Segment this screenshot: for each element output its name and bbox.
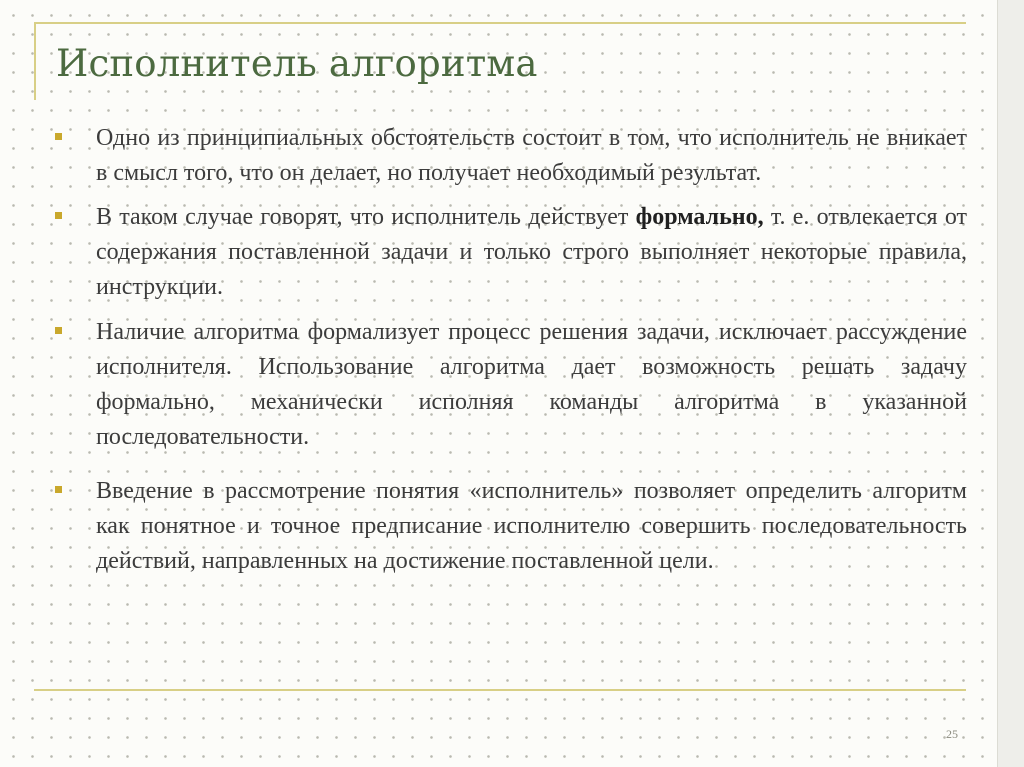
bullet-text-2: [96, 200, 967, 305]
square-bullet-icon: [55, 327, 62, 334]
bullet-item-3: [55, 315, 967, 455]
top-divider-line: [34, 22, 966, 24]
bullet-text-2-end: т. е. отвлекается от содержания поставленной задачи и только строго выполняет некоторые правила, инструкции.: [96, 204, 967, 300]
square-bullet-icon: [55, 486, 62, 493]
bullet-text-2-bold-term: формально,: [635, 204, 764, 230]
slide-title: Исполнитель алгоритма: [56, 42, 538, 85]
title-vertical-line: [34, 22, 36, 100]
right-edge-strip: [997, 0, 1024, 767]
bullet-text-4: Введение в рассмотрение понятия «исполнитель» позволяет определить алгоритм как понятное и точное предписание исполнителю совершить последовательность действий, направленных на достижение поставленной цели.: [96, 478, 967, 574]
bullet-text-3: Наличие алгоритма формализует процесс решения задачи, исключает рассуждение исполнителя. Использование алгоритма дает возможность решать задачу формально, механически исполняя команды алгоритма в указанной последовательности.: [96, 319, 967, 450]
bullet-text-1: Одно из принципиальных обстоятельств состоит в том, что исполнитель не вникает в смысл того, что он делает, но получает необходимый результат.: [96, 125, 967, 186]
bullet-text-2-start: В таком случае говорят, что исполнитель действует: [96, 204, 636, 230]
bullet-list: [55, 121, 967, 588]
page-number: 25: [946, 727, 958, 741]
bullet-item-2: [55, 200, 967, 305]
square-bullet-icon: [55, 133, 62, 140]
bullet-item-4: [55, 474, 967, 579]
bottom-divider-line: [34, 689, 966, 691]
square-bullet-icon: [55, 212, 62, 219]
bullet-item-1: [55, 121, 967, 191]
